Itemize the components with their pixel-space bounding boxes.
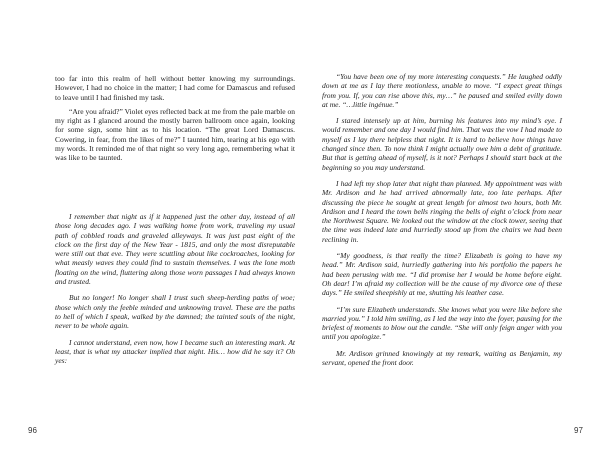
left-paragraph-2: “Are you afraid?” Violet eyes reflected back at me from the pale marble on my right as I glanced around the mostly barren ballroom once again, looking for some sign, some hint as to his location. “The great Lord Damascus. Cowering, in fear, from the likes of me?” I taunted him, tearing at his ego with my words. It reminded me of that night so very long ago, remembering what it was like to be taunted. <box>55 106 295 163</box>
right-page <box>300 0 600 463</box>
right-paragraph-3: I had left my shop later that night than planned. My appointment was with Mr. Ardison and he had arrived abnormally late, too late perhaps. After discussing the piece he sought at great length for almost two hours, both Mr. Ardison and I heard the town bells ringing the bells of eight o’clock from near the Northwest Square. We looked out the window at the clock tower, seeing that the time was indeed late and hurriedly stood up from the chairs we had been reclining in. <box>322 178 562 244</box>
left-italic-paragraph-1: I remember that night as if it happened just the other day, instead of all those long decades ago. I was walking home from work, traveling my usual path of cobbled roads and graveled alleyways. It was just past eight of the clock on the first day of the New Year - 1815, and only the most disreputable were still out that eve. They were scuttling about like cockroaches, looking for what measly waves they could find to sustain themselves. I was the lone moth floating on the wind, fluttering along those worn passages I had always known and trusted. <box>55 212 295 287</box>
right-column <box>322 72 562 367</box>
right-paragraph-5: “I’m sure Elizabeth understands. She knows what you were like before she married you.” I told him smiling, as I led the way into the foyer, pausing for the briefest of moments to blow out the candle. “She will only feign anger with you until you apologize.” <box>322 304 562 342</box>
right-paragraph-4: “My goodness, is that really the time? Elizabeth is going to have my head.” Mr. Ardison said, hurriedly gathering into his portfolio the papers he had been perusing with me. “I did promise her I would be home before eight. Oh dear! I’m afraid my collection will be the cause of my divorce one of these days.” He smiled sheepishly at me, shutting his leather case. <box>322 251 562 298</box>
right-paragraph-2: I stared intensely up at him, burning his features into my mind’s eye. I would remember and one day I would find him. That was the vow I had made to myself as I lay there helpless that night. It is hard to believe how things have changed since then. To now think I might actually owe him a debt of gratitude. But that is getting ahead of myself, is it not? Perhaps I should start back at the beginning so you may understand. <box>322 116 562 172</box>
left-italic-paragraph-2: But no longer! No longer shall I trust such sheep-herding paths of woe; those which only the feeble minded and unknowing travel. These are the paths to hell of which I speak, walked by the damned; the tainted souls of the night, never to be whole again. <box>55 293 295 331</box>
left-italic-paragraph-3: I cannot understand, even now, how I became such an interesting mark. At least, that is what my attacker implied that night. His… how did he say it? Oh yes: <box>55 337 295 366</box>
left-column <box>55 74 295 163</box>
page-number-right: 97 <box>574 426 583 435</box>
right-paragraph-6: Mr. Ardison grinned knowingly at my remark, waiting as Benjamin, my servant, opened the front door. <box>322 348 562 368</box>
left-paragraph-1: too far into this realm of hell without better knowing my surroundings. However, I had no choice in the matter; I had come for Damascus and refused to leave until I had finished my task. <box>55 74 295 102</box>
page-number-left: 96 <box>28 426 37 435</box>
left-italic-column <box>55 212 295 365</box>
right-paragraph-1: “You have been one of my more interesting conquests.” He laughed oddly down at me as I lay there motionless, unable to move. “I expect great things from you. If, you can rise above this, my…” he paused and smiled evilly down at me. “…little ingénue.” <box>322 72 562 109</box>
